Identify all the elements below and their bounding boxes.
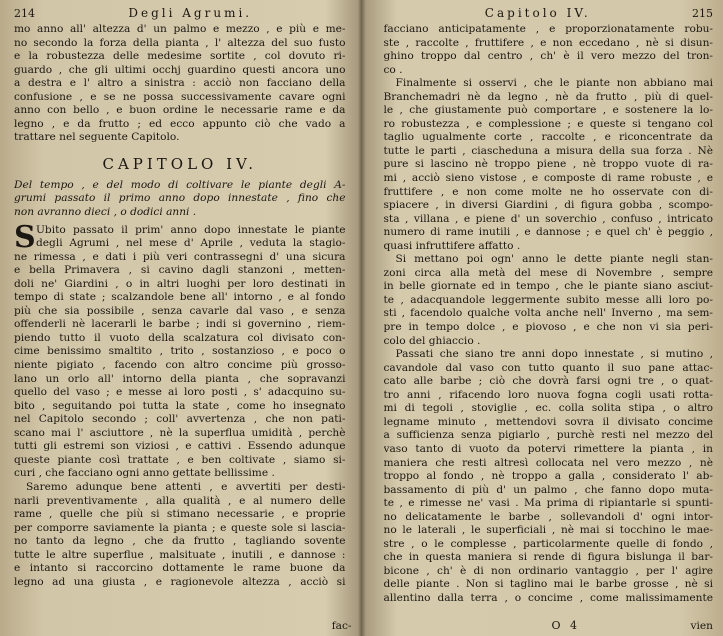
text-line: te , e rimesse ne' vasi . Ma prima di ripiantarle si spunti- [383, 497, 713, 510]
text-line: tempo di state ; scalzandole bene all' intorno , e al fondo [14, 291, 346, 304]
text-line: Si mettano poi ogn' anno le dette piante negli stan- [395, 253, 713, 266]
opening-paragraph-start [14, 219, 346, 255]
text-line: co . [383, 63, 403, 76]
text-line: ste , raccolte , fruttifere , e non eccedano , nè si disun- [383, 36, 713, 49]
text-line: rame , quelle che più si stimano necessarie , e proprie [14, 508, 346, 521]
text-line: Passati che siano tre anni dopo innestate , si mutino , [395, 348, 713, 361]
text-line: stre , o le complesse , particolarmente quelle di fondo , [383, 537, 713, 550]
left-second-paragraph [14, 481, 346, 589]
text-line: e intanto si raccorcino dottamente le rame buone da [14, 562, 346, 575]
text-line: sti , facendolo qualche volta anche nell' Inverno , ma sem- [383, 307, 713, 320]
text-line: legno , e da frutto ; ed ecco appunto ciò che vado a [14, 117, 346, 130]
text-line: no tanto da legno , che da frutto , tagliando sovente [14, 535, 346, 548]
text-line: tutte le parti , ciascheduna a misura della sua forza . Nè [383, 144, 713, 157]
text-line: per comporre saviamente la pianta ; e queste sole si lascia- [14, 521, 346, 534]
left-intro-paragraph [14, 23, 346, 145]
text-line: delle piante . Non si taglino mai le barbe grosse , nè si [383, 578, 713, 591]
text-line: bassamento di più d' un palmo , che fanno dopo muta- [383, 483, 713, 496]
text-line: Branchemadri nè da legno , nè da frutto , più di quel- [383, 90, 713, 103]
text-line: ro robustezza , e complessione ; e queste si tengano col [383, 117, 713, 130]
text-line: mi di tegoli , stoviglie , ec. colla solita stipa , o altro [383, 402, 713, 415]
drop-cap-lines [36, 224, 346, 251]
text-line: e bella Primavera , si cavino dagli stanzoni , metten- [14, 264, 346, 277]
chapter-subtitle [14, 179, 346, 220]
text-line: Del tempo , e del modo di coltivare le piante degli A- [14, 178, 346, 191]
text-line: no delicatamente le barbe , sollevandoli d' ogni intor- [383, 510, 713, 523]
text-line: bicone , ch' è di non ordinario vantaggio , per l' agire [383, 564, 713, 577]
text-line: narli preventivamente , alla qualità , e al numero delle [14, 494, 346, 507]
text-line: fruttifere , e non come molte ne ho osservate con di- [383, 185, 713, 198]
text-line: a destra e l' altro a sinistra : acciò non facciano della [14, 77, 346, 90]
text-line: niente pigiato , facendo con altro concime più grosso- [14, 359, 346, 372]
signature-mark: O 4 [551, 619, 581, 632]
text-line: te , adacquandole leggermente subito messe alli loro po- [383, 293, 713, 306]
text-line: grumi passato il primo anno dopo innestate , fino che [14, 192, 346, 205]
text-line: cime benissimo smaltito , trito , sostanzioso , e poco o [14, 345, 346, 358]
text-line: curi , che facciano ogni anno gettate bellissime . [14, 467, 275, 480]
text-line: tutti gli estremi son viziosi , e cattivi . Essendo adunque [14, 440, 346, 453]
text-line: pre in tempo dolce , e piovoso , e che non vi sia peri- [383, 321, 713, 334]
left-running-head [14, 6, 346, 21]
text-line: le , che giustamente può comportare , e sostenere la lo- [383, 104, 713, 117]
left-catchword: fac- [331, 620, 352, 632]
right-running-title: Capitolo IV. [484, 6, 591, 20]
text-line: ghino troppo dal centro , ch' è il vero mezzo del tron- [383, 50, 713, 63]
text-line: scano mai l' asciuttore , nè la superflua umidità , perchè [14, 426, 346, 439]
text-line: taglio ugualmente corte , raccolte , e riconcentrate da [383, 131, 713, 144]
text-line: piendo tutto il vuoto della scalzatura col divisato con- [14, 331, 346, 344]
right-page [362, 0, 723, 636]
text-line: quasi infruttifere affatto . [383, 239, 521, 252]
text-line: no le laterali , le superficiali , nè mai si tocchino le mae- [383, 524, 713, 537]
text-line: vaso tanto di vuoto da potervi rimettere la pianta , in [383, 442, 713, 455]
text-line: tutte le altre superflue , malsituate , inutili , e dannose : [14, 548, 346, 561]
text-line: mo anno all' altezza d' un palmo e mezzo , e più e me- [14, 23, 346, 35]
text-line: numero di rame inutili , e dannose ; e quel ch' è peggio , [383, 226, 713, 239]
text-line: ne rimessa , e dati i più veri contrassegni d' una sicura [14, 250, 346, 263]
text-line: maniera che resti altresì collocata nel vero mezzo , nè [383, 456, 713, 469]
text-line: lano un orlo all' intorno della pianta , che sopravanzi [14, 372, 346, 385]
right-paragraph-2 [384, 77, 714, 253]
text-line: sta , villana , e piene d' un soverchio , confuso , intricato [383, 212, 713, 225]
text-line: spiacere , in diversi Giardini , di figura gobba , scompo- [383, 199, 713, 212]
text-line: doli ne' Giardini , o in altri luoghi per loro destinati in [14, 277, 346, 290]
left-page-number: 214 [14, 7, 35, 20]
text-line: più che sia possibile , senza cavarle dal vaso , e senza [14, 304, 346, 317]
text-line: pure si lascino nè troppo piene , nè troppo vuote di ra- [383, 158, 713, 171]
right-running-head [384, 6, 714, 21]
text-line: confusione , e se ne possa successivamente cavare ogni [14, 90, 346, 103]
text-line: guardo , che gli ultimi occhj guardino questi ancora uno [14, 63, 346, 76]
text-line: che in questa maniera si rende di figura bislunga il bar- [383, 551, 713, 564]
text-line: e la robustezza delle medesime sortite , col dovuto ri- [14, 50, 346, 63]
right-catchword: vien [690, 620, 713, 632]
right-paragraph-3 [384, 253, 714, 348]
text-line: no secondo la forza della pianta , l' altezza del suo fusto [14, 36, 346, 49]
right-page-number: 215 [692, 7, 713, 20]
left-running-title: Degli Agrumi. [128, 6, 253, 20]
text-line: queste piante così trattate , e ben coltivate , siamo si- [14, 453, 346, 466]
chapter-heading: CAPITOLO IV. [102, 154, 258, 173]
text-line: legno ad una giusta , e ragionevole altezza , acciò si [14, 575, 346, 588]
text-line: tro anni , rifacendo loro nuova fogna cogli usati rotta- [383, 388, 713, 401]
right-paragraph-1 [384, 23, 714, 77]
right-paragraph-4 [384, 348, 714, 605]
text-line: quello del vaso ; e messe ai loro posti , s' adacquino su- [14, 386, 346, 399]
text-line: nel Capitolo secondo ; coll' avvertenza , che non pati- [14, 413, 346, 426]
text-line: trattare nel seguente Capitolo. [14, 131, 180, 144]
drop-cap: S [14, 219, 36, 255]
text-line: offenderli nè lacerarli le barbe ; indi si governino , riem- [14, 318, 346, 331]
text-line: mi , acciò sieno vistose , e composte di rame robuste , e [383, 172, 713, 185]
text-line: a sufficienza senza pigiarlo , purchè resti nel mezzo del [383, 429, 713, 442]
text-line: zoni circa alla metà del mese di Novembre , sempre [383, 266, 713, 279]
text-line: bito , seguitando poi tutta la state , come ho insegnato [14, 399, 346, 412]
text-line: colo del ghiaccio . [383, 334, 481, 347]
text-line: troppo al fondo , nè troppo a galla , considerato l' ab- [383, 470, 713, 483]
left-body-paragraph [14, 251, 346, 481]
text-line: anno con bello , e buon ordine le necessarie rame e da [14, 104, 346, 117]
text-line: degli Agrumi , nel mese d' Aprile , veduta la stagio- [36, 237, 346, 250]
text-line: Ubito passato il prim' anno dopo innestate le piante [36, 223, 346, 236]
text-line: in belle giornate ed in tempo , che le piante siano asciut- [383, 280, 713, 293]
text-line: legname minuto , mettendovi sovra il divisato concime [383, 415, 713, 428]
text-line: non avranno dieci , o dodici anni . [14, 206, 197, 219]
text-line: Saremo adunque bene attenti , e avvertiti per desti- [26, 480, 346, 493]
text-line: Finalmente si osservi , che le piante non abbiano mai [395, 77, 713, 90]
text-line: cavandole dal vaso con tutto quanto il suo pane attac- [383, 361, 713, 374]
text-line: allentino dalla terra , o concime , come malissimamente [383, 591, 713, 604]
text-line: cato alle barbe ; ciò che dovrà farsi ogni tre , o quat- [383, 375, 713, 388]
text-line: facciano anticipatamente , e proporzionatamente robu- [383, 23, 713, 35]
